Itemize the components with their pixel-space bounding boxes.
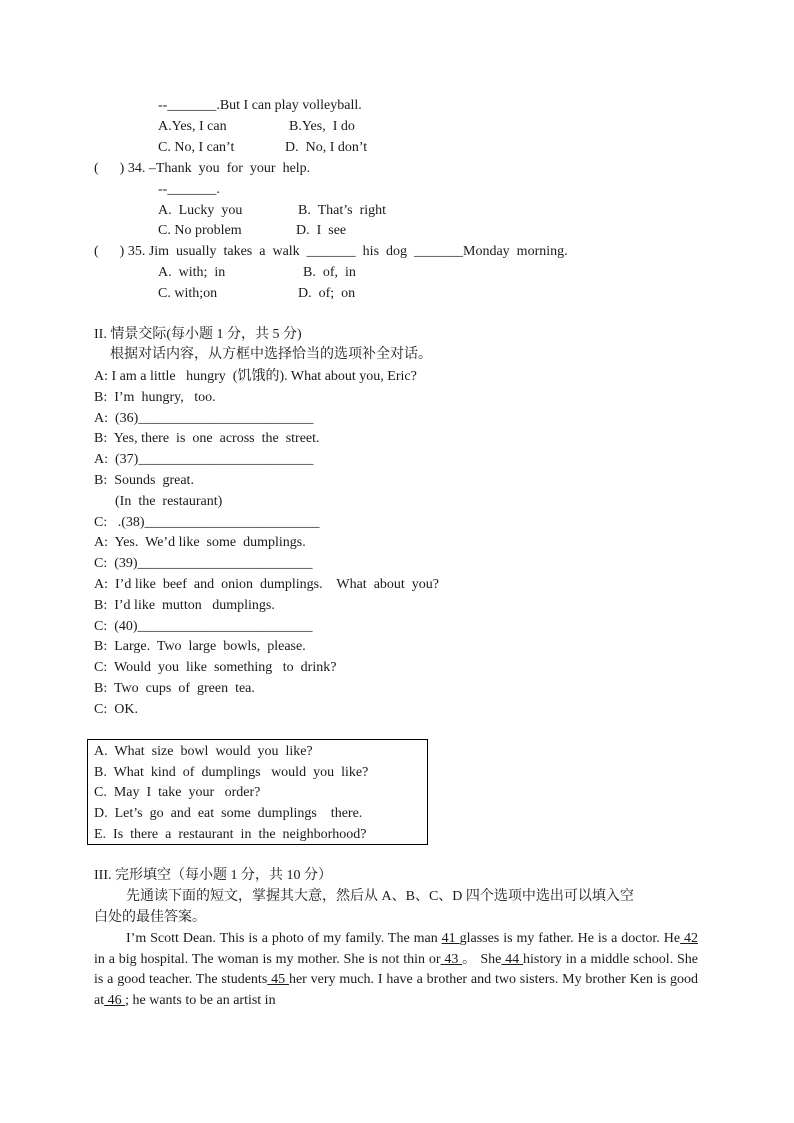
q35-option-b: B. of, in	[303, 265, 356, 280]
blank-41: 41	[441, 931, 460, 946]
q34-option-c: C. No problem	[158, 223, 242, 238]
q33-option-c: C. No, I can’t	[158, 140, 235, 155]
dialog-line: C: Would you like something to drink?	[94, 660, 337, 675]
blank-46: 46	[104, 992, 126, 1008]
dialog-line: B: I’d like mutton dumplings.	[94, 598, 275, 613]
option-e: E. Is there a restaurant in the neighborhood?	[94, 827, 367, 842]
q35-question: ( ) 35. Jim usually takes a walk _______ his dog _______Monday morning.	[94, 244, 568, 259]
dialog-line-36: A: (36)_________________________	[94, 411, 314, 426]
blank-43: 43	[440, 951, 463, 967]
q34-answer-line: --_______.	[158, 182, 220, 197]
q35-option-a: A. with; in	[158, 265, 226, 280]
option-a: A. What size bowl would you like?	[94, 744, 313, 759]
dialog-line: B: I’m hungry, too.	[94, 390, 216, 405]
dialog-line: B: Yes, there is one across the street.	[94, 431, 320, 446]
option-c: C. May I take your order?	[94, 785, 261, 800]
blank-45: 45	[267, 972, 289, 987]
dialog-line-38: C: .(38)_________________________	[94, 515, 320, 530]
q33-answer-line: --_______.But I can play volleyball.	[158, 98, 362, 113]
dialog-line: B: Large. Two large bowls, please.	[94, 639, 306, 654]
section3-instruction: 先通读下面的短文，掌握其大意，然后从 A、B、C、D 四个选项中选出可以填入空	[126, 889, 634, 904]
dialog-line: A: Yes. We’d like some dumplings.	[94, 535, 306, 550]
q33-option-a: A.Yes, I can	[158, 119, 227, 134]
blank-44: 44	[501, 951, 523, 967]
dialog-line: (In the restaurant)	[94, 494, 223, 509]
dialog-line: B: Two cups of green tea.	[94, 681, 255, 696]
q34-option-b: B. That’s right	[298, 203, 387, 218]
section3-instruction-cont: 白处的最佳答案。	[94, 910, 206, 925]
q35-option-d: D. of; on	[298, 286, 356, 301]
cloze-passage: I’m Scott Dean. This is a photo of my family. The man 41 glasses is my father. He is a doctor. He 42 in a big hospital. The woman is my mother. She is not thin or 43 。 She 44 history in a middle school. She is a good teacher. The students 45 her very much. I have a brother and two sisters. My brother Ken is good at 46 ; he wants to be an artist in	[94, 931, 699, 1008]
dialog-line-37: A: (37)_________________________	[94, 452, 314, 467]
section2-heading: II. 情景交际(每小题 1 分，共 5 分)	[94, 327, 302, 342]
dialog-line: A: I am a little hungry (饥饿的). What about you, Eric?	[94, 369, 417, 384]
q34-option-d: D. I see	[296, 223, 347, 238]
dialog-line: C: OK.	[94, 702, 138, 717]
dialog-line: B: Sounds great.	[94, 473, 194, 488]
dialog-line: A: I’d like beef and onion dumplings. What about you?	[94, 577, 440, 592]
q33-option-b: B.Yes, I do	[289, 119, 355, 134]
q33-option-d: D. No, I don’t	[285, 140, 368, 155]
option-d: D. Let’s go and eat some dumplings there.	[94, 806, 363, 821]
blank-42: 42	[680, 931, 698, 946]
option-b: B. What kind of dumplings would you like?	[94, 765, 369, 780]
section2-instruction: 根据对话内容，从方框中选择恰当的选项补全对话。	[110, 347, 432, 362]
q35-option-c: C. with;on	[158, 286, 218, 301]
q34-option-a: A. Lucky you	[158, 203, 243, 218]
dialog-line-40: C: (40)_________________________	[94, 619, 313, 634]
q34-question: ( ) 34. –Thank you for your help.	[94, 161, 311, 176]
section3-heading: III. 完形填空（每小题 1 分，共 10 分）	[94, 868, 332, 883]
dialog-line-39: C: (39)_________________________	[94, 556, 313, 571]
